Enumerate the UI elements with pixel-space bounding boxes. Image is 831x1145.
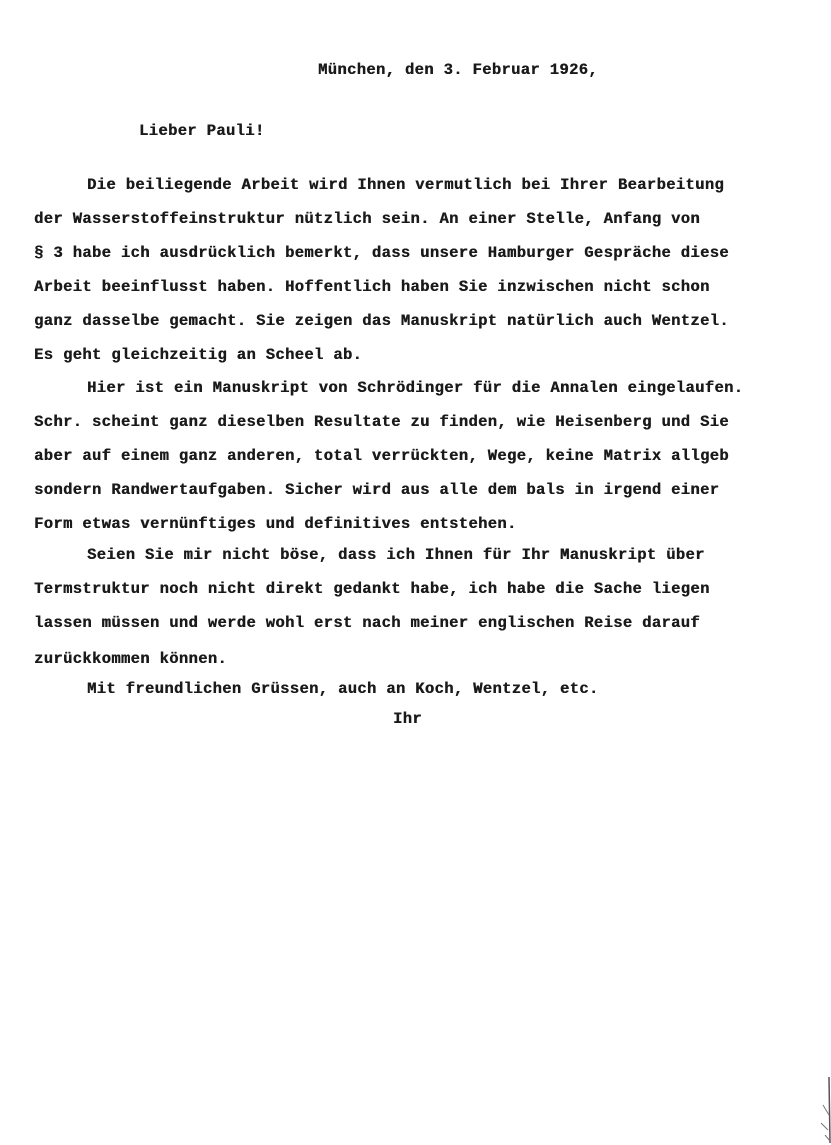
paragraph-line: sondern Randwertaufgaben. Sicher wird aus alle dem bals in irgend einer (34, 481, 720, 499)
paragraph-line: Seien Sie mir nicht böse, dass ich Ihnen für Ihr Manuskript über (87, 546, 705, 564)
paragraph-line: ganz dasselbe gemacht. Sie zeigen das Manuskript natürlich auch Wentzel. (34, 312, 729, 330)
paragraph-line: zurückkommen können. (34, 650, 228, 668)
paragraph-line: Form etwas vernünftiges und definitives entstehen. (34, 515, 517, 533)
scan-edge-artifact (809, 1075, 831, 1145)
paragraph-line: Mit freundlichen Grüssen, auch an Koch, Wentzel, etc. (87, 680, 599, 698)
paragraph-line: § 3 habe ich ausdrücklich bemerkt, dass unsere Hamburger Gespräche diese (34, 244, 729, 262)
letter-date: München, den 3. Februar 1926, (318, 61, 598, 79)
paragraph-line: Hier ist ein Manuskript von Schrödinger für die Annalen eingelaufen. (87, 379, 744, 397)
paragraph-line: lassen müssen und werde wohl erst nach meiner englischen Reise darauf (34, 614, 700, 632)
letter-salutation: Lieber Pauli! (139, 122, 265, 140)
paragraph-line: Die beiliegende Arbeit wird Ihnen vermutlich bei Ihrer Bearbeitung (87, 176, 724, 194)
paragraph-line: Arbeit beeinflusst haben. Hoffentlich haben Sie inzwischen nicht schon (34, 278, 710, 296)
paragraph-line: Termstruktur noch nicht direkt gedankt habe, ich habe die Sache liegen (34, 580, 710, 598)
letter-closing: Ihr (393, 710, 422, 728)
paragraph-line: aber auf einem ganz anderen, total verrückten, Wege, keine Matrix allgeb (34, 447, 729, 465)
paragraph-line: der Wasserstoffeinstruktur nützlich sein. An einer Stelle, Anfang von (34, 210, 700, 228)
paragraph-line: Schr. scheint ganz dieselben Resultate zu finden, wie Heisenberg und Sie (34, 413, 729, 431)
paragraph-line: Es geht gleichzeitig an Scheel ab. (34, 346, 363, 364)
